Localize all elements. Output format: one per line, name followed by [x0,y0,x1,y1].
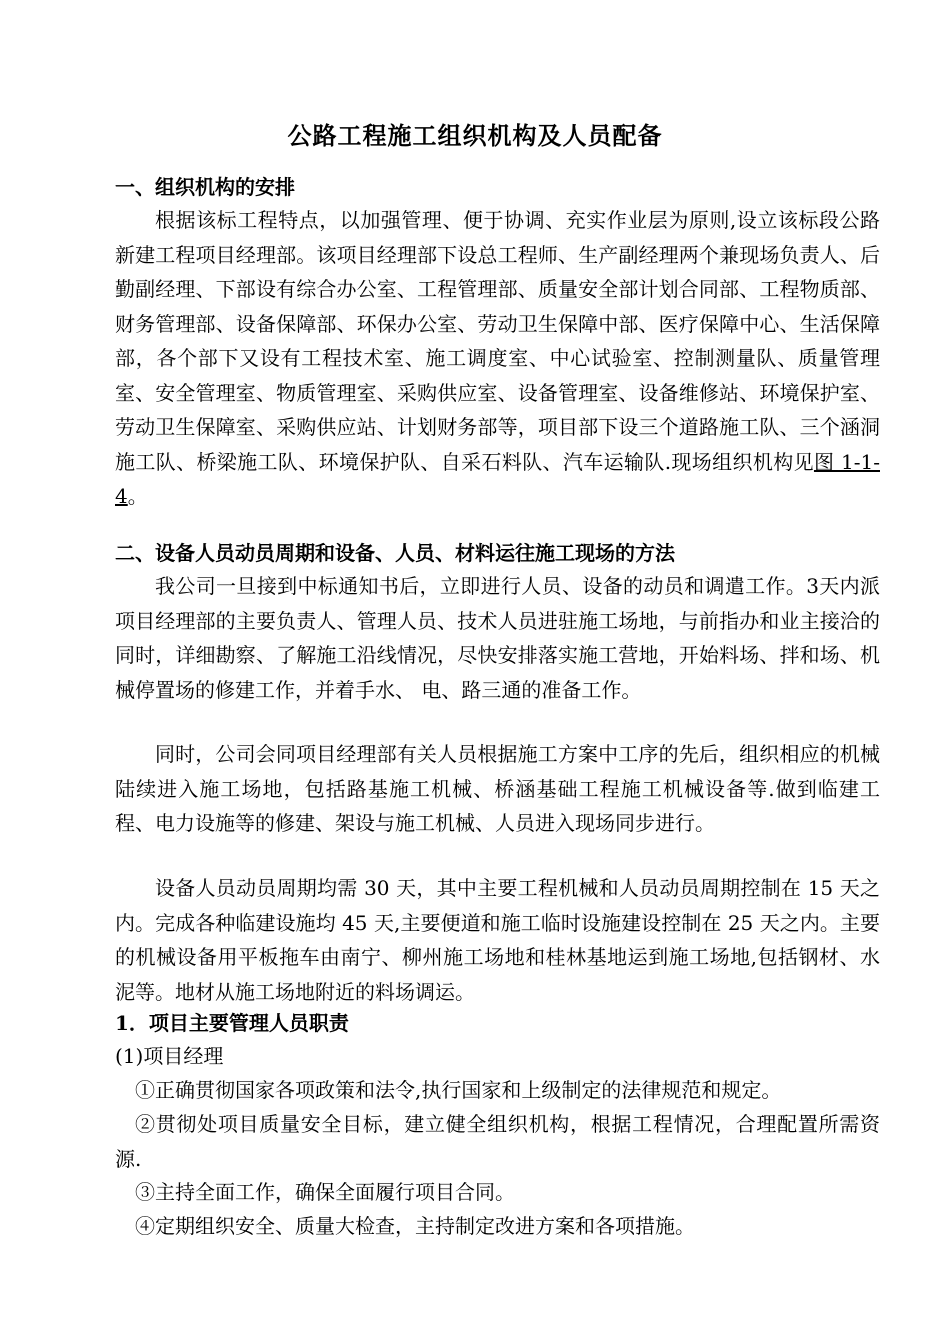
subheading-project-manager: (1)项目经理 [115,1044,224,1068]
paragraph-organization [115,203,880,514]
paragraph-organization-text: 根据该标工程特点，以加强管理、便于协调、充实作业层为原则,设立该标段公路新建工程项目经理部。该项目经理部下设总工程师、生产副经理两个兼现场负责人、后勤副经理、下部设有综合办公室、工程管理部、质量安全部计划合同部、工程物质部、财务管理部、设备保障部、环保办公室、劳动卫生保障中部、医疗保障中心、生活保障部，各个部下又设有工程技术室、施工调度室、中心试验室、控制测量队、质量管理室、安全管理室、物质管理室、采购供应室、设备管理室、设备维修站、环境保护室、劳动卫生保障室、采购供应站、计划财务部等，项目部下设三个道路施工队、三个涵洞施工队、桥梁施工队、环境保护队、自采石料队、汽车运输队.现场组织机构见 [115,208,880,474]
paragraph-organization-end: 。 [127,484,148,508]
section-heading-responsibilities: 1．项目主要管理人员职责 [115,1011,349,1035]
paragraph-mobilization-1: 我公司一旦接到中标通知书后，立即进行人员、设备的动员和调遣工作。3天内派项目经理部的主要负责人、管理人员、技术人员进驻施工场地，与前指办和业主接洽的同时，详细勘察、了解施工沿线情况，尽快安排落实施工营地，开始料场、拌和场、机械停置场的修建工作，并着手水、 电、路三通的准备工作。 [115,574,880,702]
paragraph-mobilization-2: 同时，公司会同项目经理部有关人员根据施工方案中工序的先后，组织相应的机械陆续进入施工场地，包括路基施工机械、桥涵基础工程施工机械设备等.做到临建工程、电力设施等的修建、架设与施工机械、人员进入现场同步进行。 [115,742,880,835]
list-item-3: ③主持全面工作，确保全面履行项目合同。 [135,1180,515,1204]
paragraph-mobilization-3: 设备人员动员周期均需 30 天，其中主要工程机械和人员动员周期控制在 15 天之内。完成各种临建设施均 45 天,主要便道和施工临时设施建设控制在 25 天之内。主要的机械设备用平板拖车由南宁、柳州施工场地和桂林基地运到施工场地,包括钢材、水泥等。地材从施工场地附近的料场调运。 [115,876,880,1004]
figure-reference-link[interactable]: 图 1-1-4 [115,449,880,508]
list-item-4: ④定期组织安全、质量大检查，主持制定改进方案和各项措施。 [135,1214,695,1238]
section-heading-organization: 一、组织机构的安排 [115,175,295,199]
page-title: 公路工程施工组织机构及人员配备 [287,121,663,150]
section-heading-mobilization: 二、设备人员动员周期和设备、人员、材料运往施工现场的方法 [115,541,675,565]
list-item-1: ①正确贯彻国家各项政策和法令,执行国家和上级制定的法律规范和规定。 [135,1078,782,1102]
list-item-2: ②贯彻处项目质量安全目标，建立健全组织机构，根据工程情况，合理配置所需资源. [115,1112,880,1171]
